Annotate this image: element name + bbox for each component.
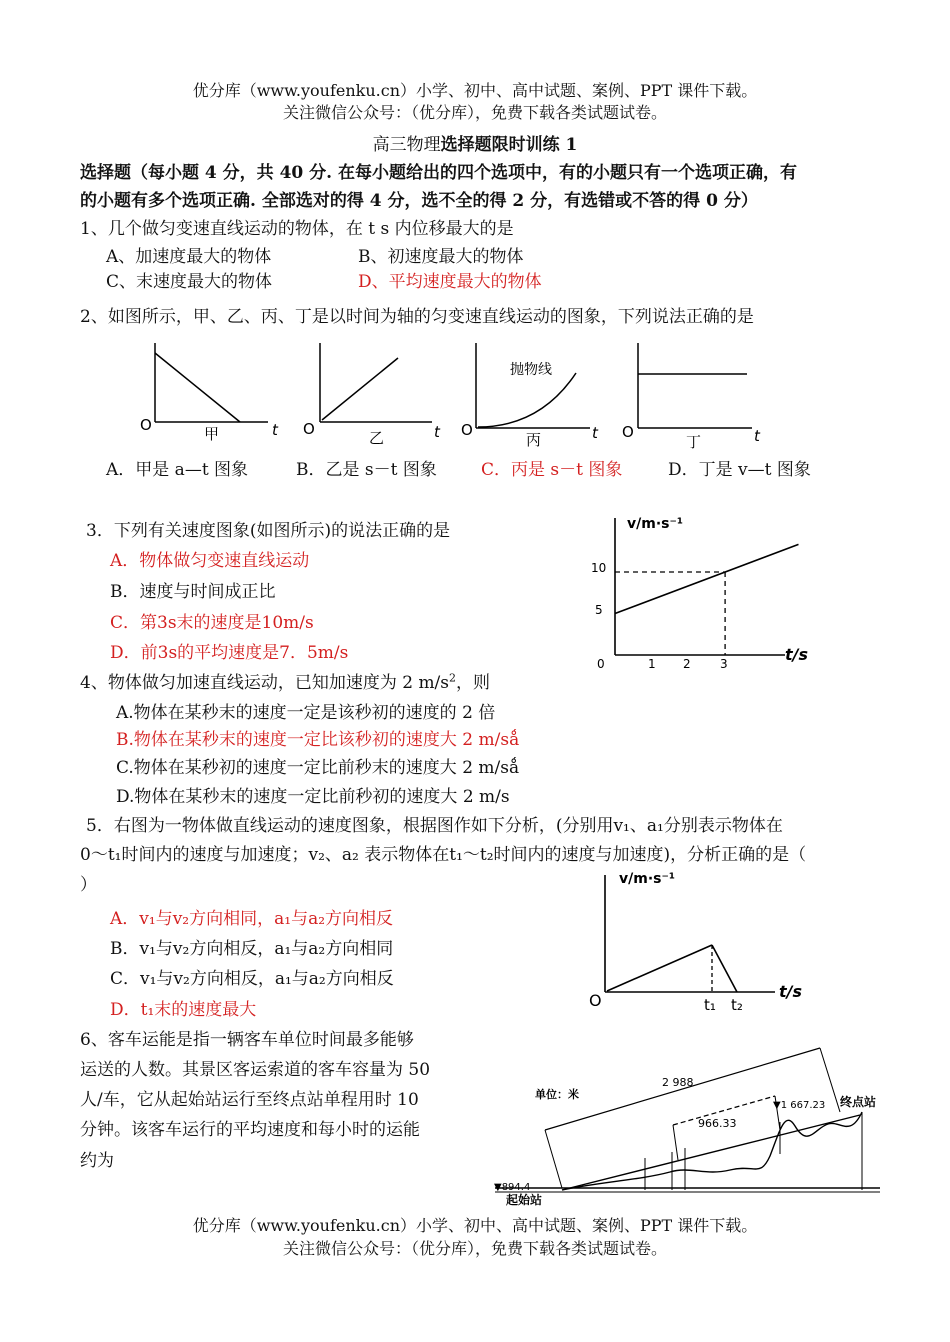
graph-jia-label: 甲 [204,425,220,443]
q1-option-c: C、末速度最大的物体 [106,272,273,292]
q3-option-b: B．速度与时间成正比 [110,582,276,602]
q1-option-a: A、加速度最大的物体 [106,247,272,267]
q2-stem: 2、如图所示，甲、乙、丙、丁是以时间为轴的匀变速直线运动的图象，下列说法正确的是 [80,307,754,327]
graph-ding-origin: O [622,423,634,441]
q5-ylabel: v/m·s⁻¹ [619,871,675,887]
q4-option-b: B.物体在某秒末的速度一定比该秒初的速度大 2 m/sǻ [116,730,520,750]
q4-stem: 4、物体做匀加速直线运动，已知加速度为 2 $m/s^2$，则 [80,671,491,693]
q5-option-c: C．v₁与v₂方向相反，a₁与a₂方向相反 [110,969,394,989]
graph-bing-parabola: 抛物线 [510,362,552,378]
title-bold: 选择题限时训练 1 [440,135,578,155]
q5-velocity-graph [585,870,815,1014]
graph-bing [461,343,599,449]
q5-option-d: D．t₁末的速度最大 [110,1000,257,1020]
instructions-line1: 选择题（每小题 4 分，共 40 分. 在每小题给出的四个选项中，有的小题只有一个选项正确，有 [80,163,797,183]
q6-unit: 单位：米 [535,1088,579,1101]
q5-option-b: B．v₁与v₂方向相反，a₁与a₂方向相同 [110,939,394,959]
graph-jia-t: t [272,421,278,439]
q3-tick-5: 5 [595,603,603,617]
q6-dist-2988: 2 988 [662,1076,694,1089]
graph-bing-origin: O [461,421,473,439]
q1-option-b: B、初速度最大的物体 [358,247,524,267]
q2-option-c: C．丙是 s－t 图象 [481,460,623,480]
q3-tick-2: 2 [683,657,691,671]
header-line2: 关注微信公众号：（优分库），免费下载各类试题试卷。 [282,103,667,122]
q3-xlabel: t/s [785,645,809,664]
graph-ding-label: 丁 [686,433,702,451]
graph-bing-label: 丙 [526,431,542,449]
q6-start-station: 起始站 [506,1193,543,1207]
header-line1: 优分库（www.youfenku.cn）小学、初中、高中试题、案例、PPT 课件下载。 [192,81,758,100]
q5-xlabel: t/s [779,982,803,1001]
q3-ylabel: v/m·s⁻¹ [627,516,683,532]
q6-cableway-diagram [490,1030,890,1230]
q5-origin: O [589,991,602,1010]
q3-velocity-line [615,544,799,613]
graph-yi-origin: O [303,420,315,438]
q5-t2: t₂ [731,996,743,1014]
q6-dist-966: 966.33 [698,1117,737,1130]
q6-line1: 6、客车运能是指一辆客车单位时间最多能够 [80,1030,414,1050]
q1-option-d: D、平均速度最大的物体 [358,272,542,292]
q6-height-start: ▼894.4 [494,1182,531,1193]
q5-stem-line1: 5．右图为一物体做直线运动的速度图象，根据图作如下分析，(分别用v₁、a₁分别表示物体在 [86,816,783,836]
title-prefix: 高三物理 [372,135,441,155]
q5-stem-line3: ） [80,875,97,895]
q4-option-d: D.物体在某秒末的速度一定比前秒初的速度大 2 m/s [116,787,510,807]
q2-graphs [0,335,950,455]
graph-ding [622,343,761,451]
q3-origin: 0 [597,657,605,671]
instructions-line2: 的小题有多个选项正确. 全部选对的得 4 分，选不全的得 2 分，有选错或不答的得 0 分） [80,191,758,211]
graph-yi-label: 乙 [369,429,385,447]
footer-line2: 关注微信公众号：（优分库），免费下载各类试题试卷。 [282,1239,667,1258]
q4-option-c: C.物体在某秒初的速度一定比前秒末的速度大 2 m/sǻ [116,758,520,778]
q3-stem: 3．下列有关速度图象(如图所示)的说法正确的是 [86,521,451,541]
q4-option-a: A.物体在某秒末的速度一定是该秒初的速度的 2 倍 [116,703,496,723]
q5-stem-line2: 0～t₁时间内的速度与加速度；v₂、a₂ 表示物体在t₁～t₂时间内的速度与加速度)，分析正确的是（ [80,845,807,865]
q2-option-a: A．甲是 a—t 图象 [106,460,249,480]
q3-option-a: A．物体做匀变速直线运动 [110,551,310,571]
q6-line5: 约为 [80,1151,114,1171]
q5-t1: t₁ [704,996,716,1014]
q3-tick-1: 1 [648,657,656,671]
q3-option-d: D．前3s的平均速度是7．5m/s [110,643,349,663]
q6-line2: 运送的人数。其景区客运索道的客车容量为 50 [80,1060,431,1080]
graph-ding-t: t [754,427,760,445]
graph-jia [140,343,279,443]
graph-bing-t: t [592,424,598,442]
q3-velocity-graph [585,510,825,670]
q3-tick-3: 3 [720,657,728,671]
q6-end-station: 终点站 [840,1095,877,1109]
page-title [0,130,950,155]
graph-yi-t: t [434,423,440,441]
q6-line3: 人/车，它从起始站运行至终点站单程用时 10 [80,1090,419,1110]
footer-line1: 优分库（www.youfenku.cn）小学、初中、高中试题、案例、PPT 课件下载。 [192,1216,758,1235]
q3-tick-10: 10 [591,561,607,575]
q2-option-d: D．丁是 v—t 图象 [668,460,811,480]
graph-jia-origin: O [140,416,152,434]
q1-stem: 1、几个做匀变速直线运动的物体，在 t s 内位移最大的是 [80,219,514,239]
q6-line4: 分钟。该客车运行的平均速度和每小时的运能 [80,1120,420,1140]
q2-option-b: B．乙是 s－t 图象 [296,460,437,480]
q5-option-a: A．v₁与v₂方向相同，a₁与a₂方向相反 [110,909,394,929]
graph-yi [303,343,441,447]
q3-option-c: C．第3s末的速度是10m/s [110,613,314,633]
q6-height-end: ▼1 667.23 [773,1100,826,1111]
